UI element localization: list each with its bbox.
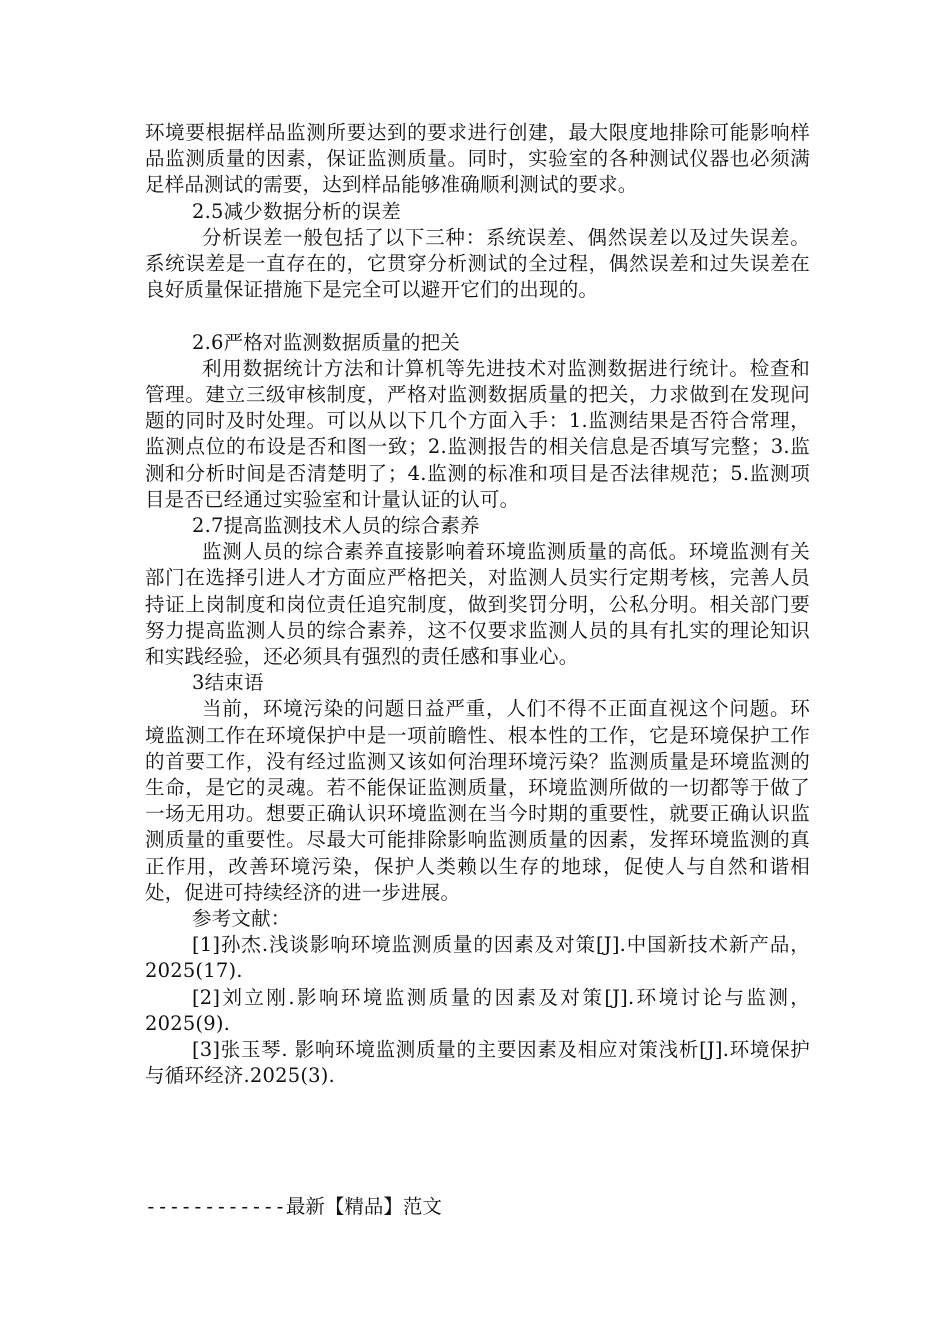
references-heading: 参考文献： xyxy=(192,907,291,931)
blank-line xyxy=(145,303,810,329)
section-3-body: 当前，环境污染的问题日益严重，人们不得不正面直视这个问题。环境监测工作在环境保护中是一项前瞻性、根本性的工作，它是环境保护工作的首要工作，没有经过监测又该如何治理环境污染？监测质量是环境监测的生命，是它的灵魂。若不能保证监测质量，环境监测所做的一切都等于做了一场无用功。想要正确认识环境监测在当今时期的重要性，就要正确认识监测质量的重要性。尽最大可能排除影响监测质量的因素，发挥环境监测的真正作用，改善环境污染，保护人类赖以生存的地球，促使人与自然和谐相处，促进可持续经济的进一步进展。 xyxy=(145,697,810,904)
reference-item-1: [1]孙杰.浅谈影响环境监测质量的因素及对策[J].中国新技术新产品，2025(17). xyxy=(145,933,810,983)
intro-paragraph: 环境要根据样品监测所要达到的要求进行创建，最大限度地排除可能影响样品监测质量的因素，保证监测质量。同时，实验室的各种测试仪器也必须满足样品测试的需要，达到样品能够准确顺利测试的要求。 xyxy=(145,121,810,197)
section-3-heading: 3结束语 xyxy=(192,671,264,695)
footer xyxy=(145,1194,442,1220)
section-2-7-body: 监测人员的综合素养直接影响着环境监测质量的高低。环境监测有关部门在选择引进人才方面应严格把关，对监测人员实行定期考核，完善人员持证上岗制度和岗位责任追究制度，做到奖罚分明，公私分明。相关部门要努力提高监测人员的综合素养，这不仅要求监测人员的具有扎实的理论知识和实践经验，还必须具有强烈的责任感和事业心。 xyxy=(145,540,810,669)
footer-text: 最新【精品】范文 xyxy=(285,1195,442,1218)
section-2-6-heading: 2.6严格对监测数据质量的把关 xyxy=(192,330,461,354)
section-2-6-body: 利用数据统计方法和计算机等先进技术对监测数据进行统计。检查和管理。建立三级审核制度，严格对监测数据质量的把关，力求做到在发现问题的同时及时处理。可以从以下几个方面入手：1.监测结果是否符合常理，监测点位的布设是否和图一致；2.监测报告的相关信息是否填写完整；3.监测和分析时间是否清楚明了；4.监测的标准和项目是否法律规范；5.监测项目是否已经通过实验室和计量认证的认可。 xyxy=(145,356,810,511)
section-2-7-heading: 2.7提高监测技术人员的综合素养 xyxy=(192,514,480,538)
footer-dashes: ------------ xyxy=(145,1195,286,1218)
document-body xyxy=(145,120,810,1090)
reference-item-2: [2]刘立刚.影响环境监测质量的因素及对策[J].环境讨论与监测，2025(9). xyxy=(145,985,810,1035)
section-2-5-body: 分析误差一般包括了以下三种：系统误差、偶然误差以及过失误差。系统误差是一直存在的，它贯穿分析测试的全过程，偶然误差和过失误差在良好质量保证措施下是完全可以避开它们的出现的。 xyxy=(145,225,810,302)
section-2-5-heading: 2.5减少数据分析的误差 xyxy=(192,199,401,223)
reference-item-3: [3]张玉琴. 影响环境监测质量的主要因素及相应对策浅析[J].环境保护与循环经济.2025(3). xyxy=(145,1038,810,1088)
